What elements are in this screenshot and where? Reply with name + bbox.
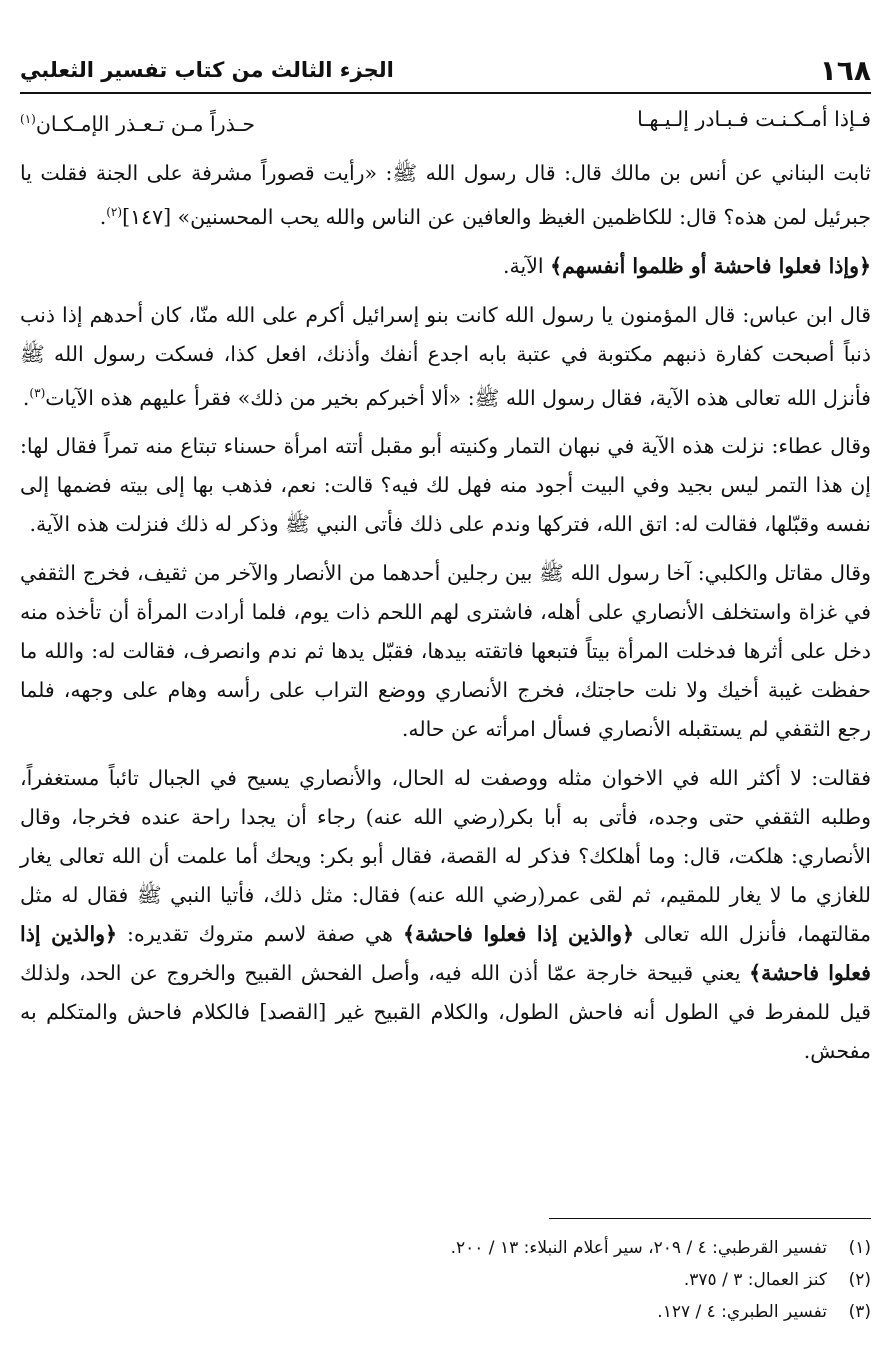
paragraph: وقال مقاتل والكلبي: آخا رسول الله ﷺ بين رجلين أحدهما من الأنصار والآخر من ثقيف، فخرج الثقفي في غزاة واستخلف الأنصاري على أهله، فاشترى لهم اللحم ذات يوم، فلما أرادت المرأة أن تأخذه منه دخل على أثرها فدخلت المرأة بيتاً فتبعها فاتقته بيدها، فقبّل يدها ثم ندم وانصرف، فقالت له: والله ما حفظت غيبة أخيك ولا نلت حاجتك، فخرج الأنصاري ووضع التراب على رأسه وهام على وجهه، فلما رجع الثقفي لم يستقبله الأنصاري فسأل امرأته عن حاله. bbox=[20, 561, 871, 742]
verse-hemistich-first: فـإذا أمـكـنـت فـبـادر إلـيـهـا bbox=[637, 107, 871, 131]
footnote: (٢)كنز العمال: ٣ / ٣٧٥. bbox=[683, 1270, 871, 1290]
paragraph: ثابت البناني عن أنس بن مالك قال: قال رسول الله ﷺ: «رأيت قصوراً مشرفة على الجنة فقلت يا جبرئيل لمن هذه؟ قال: للكاظمين الغيظ والعافين عن الناس والله يحب المحسنين» [١٤٧]$^{(٢)}$. bbox=[20, 160, 871, 229]
footnote: (١)تفسير القرطبي: ٤ / ٢٠٩، سير أعلام النبلاء: ١٣ / ٢٠٠. bbox=[450, 1238, 871, 1258]
paragraph: قال ابن عباس: قال المؤمنون يا رسول الله كانت بنو إسرائيل أكرم على الله منّا، كان أحدهم إذا ذنب ذنباً أصبحت كفارة ذنبهم مكتوبة في عتبة بابه اجدع أنفك وأذنك، افعل كذا، فسكت رسول الله ﷺ فأنزل الله تعالى هذه الآية، فقال رسول الله ﷺ: «ألا أخبركم بخير من ذلك» فقرأ عليهم هذه الآيات$^{(٣)}$. bbox=[20, 302, 871, 410]
poetry-verse bbox=[20, 100, 871, 144]
footnote: (٣)تفسير الطبري: ٤ / ١٢٧. bbox=[657, 1302, 871, 1322]
footnote-ref: (١) bbox=[20, 112, 36, 126]
paragraph: فقالت: لا أكثر الله في الاخوان مثله ووصفت له الحال، والأنصاري يسيح في الجبال تائباً مستغفراً، وطلبه الثقفي حتى وجده، فأتى به أبا بكر(رضي الله عنه) رجاء أن يجدا راحة عنده فخرجا، وقال الأنصاري: هلكت، قال: وما أهلكك؟ فذكر له القصة، فقال أبو بكر: ويحك أما علمت أن الله تعالى يغار للغازي ما لا يغار للمقيم، ثم لقى عمر(رضي الله عنه) فقال: مثل ذلك، فأتيا النبي ﷺ فقال له مثل مقالتهما، فأنزل الله تعالى ﴿والذين إذا فعلوا فاحشة﴾ هي صفة لاسم متروك تقديره: ﴿والذين إذا فعلوا فاحشة﴾ يعني قبيحة خارجة عمّا أذن الله فيه، وأصل الفحش القبيح والخروج عن الحد، ولذلك قيل للمفرط في الطول أنه فاحش الطول، والكلام القبيح غير [القصد] فالكلام فاحش والمتكلم به مفحش. bbox=[20, 766, 871, 1064]
quran-quote: ﴿والذين إذا فعلوا فاحشة﴾ bbox=[20, 922, 871, 986]
footnote-separator bbox=[549, 1218, 871, 1219]
footnote-ref: (٣) bbox=[29, 385, 46, 400]
page-header bbox=[20, 52, 871, 94]
paragraph: وقال عطاء: نزلت هذه الآية في نبهان التمار وكنيته أبو مقبل أتته امرأة حسناء تبتاع منه تمراً فقال لها: إن هذا التمر ليس بجيد وفي البيت أجود منه فهل لك فيه؟ قالت: نعم، فذهب بها إلى بيته فضمها إلى نفسه وقبّلها، فقالت له: اتق الله، فتركها وندم على ذلك فأتى النبي ﷺ وذكر له ذلك فنزلت هذه الآية. bbox=[20, 434, 871, 537]
quran-quote: ﴿والذين إذا فعلوا فاحشة﴾ bbox=[402, 922, 634, 947]
page-body bbox=[20, 100, 871, 1081]
footnotes bbox=[20, 1232, 871, 1328]
verse-hemistich-second: حـذراً مـن تـعـذر الإمـكـان$^{(١)}$ bbox=[20, 111, 256, 136]
page-number: ١٦٨ bbox=[819, 54, 871, 87]
footnote-ref: (٢) bbox=[106, 204, 123, 219]
paragraph-quran-heading: ﴿وإذا فعلوا فاحشة أو ظلموا أنفسهم﴾ الآية. bbox=[503, 253, 871, 278]
running-title: الجزء الثالث من كتاب تفسير الثعلبي bbox=[20, 58, 394, 82]
quran-quote: ﴿وإذا فعلوا فاحشة أو ظلموا أنفسهم﴾ bbox=[550, 253, 871, 278]
